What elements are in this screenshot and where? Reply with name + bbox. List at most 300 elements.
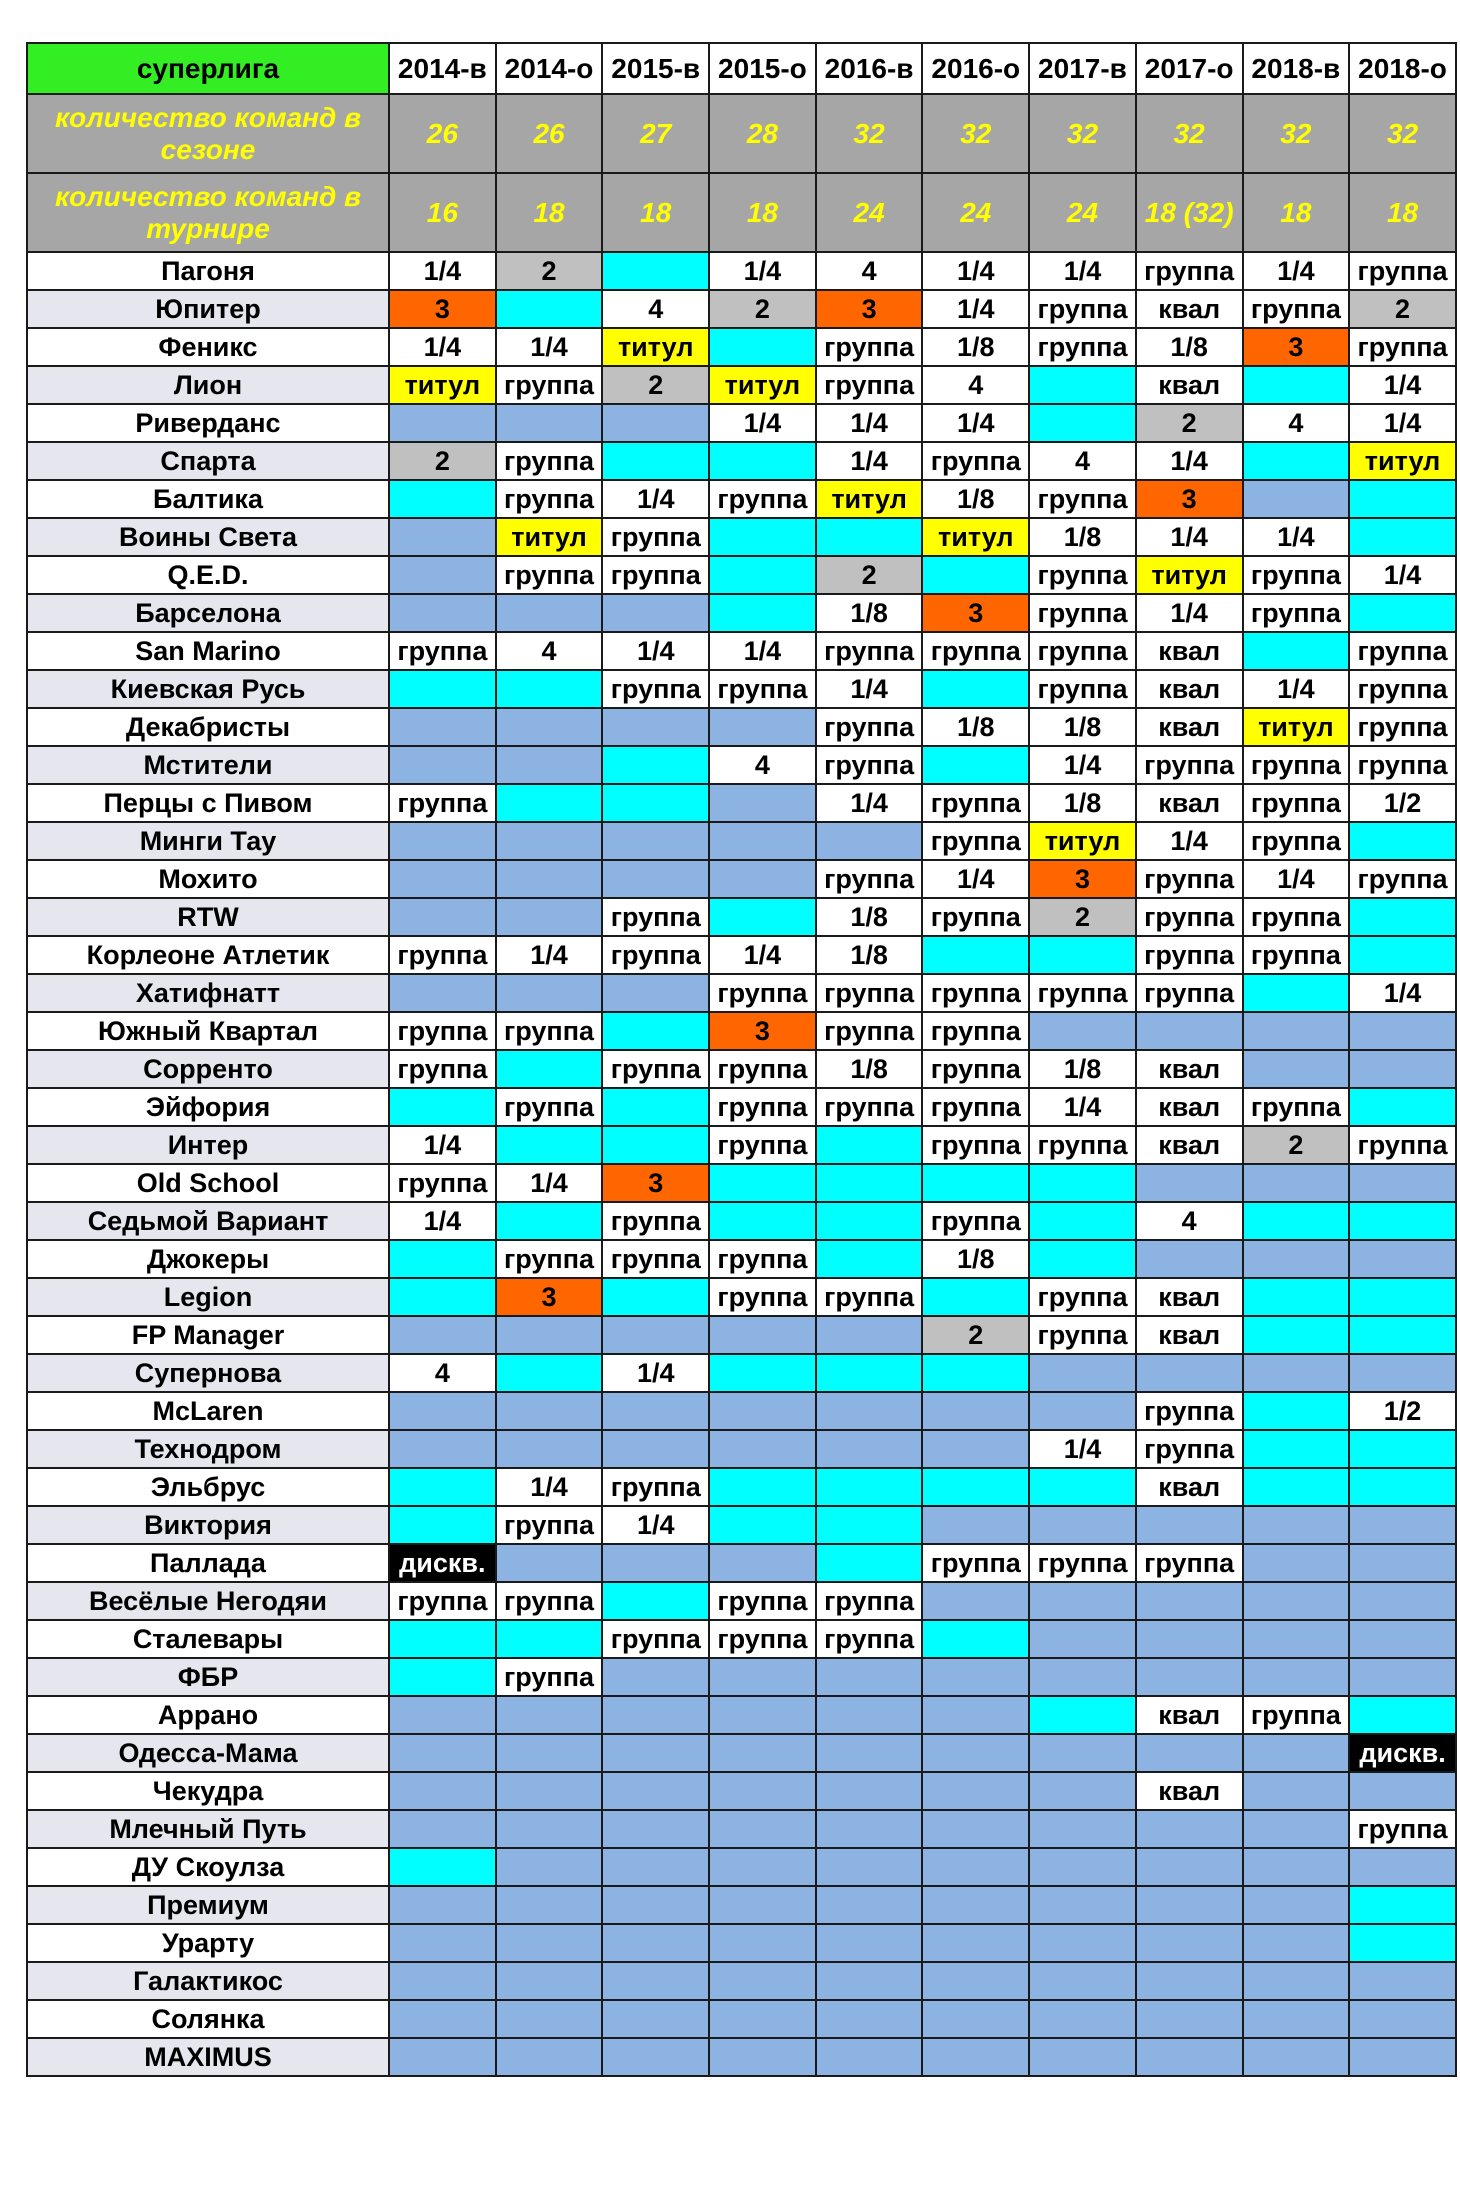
result-cell [709, 518, 816, 556]
team-row [27, 1012, 1456, 1050]
result-cell: группа [816, 1088, 923, 1126]
result-cell [602, 822, 709, 860]
result-cell: группа [496, 556, 603, 594]
result-cell [496, 2038, 603, 2076]
team-name: Весёлые Негодяи [27, 1582, 389, 1620]
result-cell: группа [1349, 1126, 1456, 1164]
result-cell [922, 1430, 1029, 1468]
result-cell [496, 1430, 603, 1468]
result-cell: группа [709, 1050, 816, 1088]
result-cell: группа [816, 632, 923, 670]
result-cell: 1/4 [389, 1126, 496, 1164]
result-cell [816, 1734, 923, 1772]
result-cell [1243, 974, 1350, 1012]
team-name: Джокеры [27, 1240, 389, 1278]
result-cell [709, 1354, 816, 1392]
result-cell [709, 1734, 816, 1772]
result-cell [816, 1848, 923, 1886]
result-cell [389, 898, 496, 936]
result-cell: группа [602, 1468, 709, 1506]
result-cell [602, 594, 709, 632]
result-cell: 4 [496, 632, 603, 670]
result-cell [496, 1354, 603, 1392]
team-row [27, 2000, 1456, 2038]
result-cell: квал [1136, 670, 1243, 708]
result-cell: группа [1029, 1316, 1136, 1354]
result-cell: группа [602, 1620, 709, 1658]
result-cell: группа [922, 974, 1029, 1012]
result-cell: группа [1349, 746, 1456, 784]
result-cell [389, 1430, 496, 1468]
team-name: Аррано [27, 1696, 389, 1734]
result-cell [1349, 1544, 1456, 1582]
result-cell [602, 442, 709, 480]
team-row [27, 328, 1456, 366]
season-header: 2015-о [709, 43, 816, 94]
result-cell: квал [1136, 784, 1243, 822]
result-cell [709, 1924, 816, 1962]
result-cell [1349, 2038, 1456, 2076]
result-cell [1243, 1392, 1350, 1430]
result-cell: квал [1136, 290, 1243, 328]
result-cell [389, 518, 496, 556]
result-cell: группа [496, 1088, 603, 1126]
result-cell [1136, 1962, 1243, 2000]
result-cell: 1/4 [1136, 594, 1243, 632]
result-cell [709, 2038, 816, 2076]
result-cell: группа [496, 1012, 603, 1050]
results-table-container [26, 42, 1457, 2077]
season-header: 2018-в [1243, 43, 1350, 94]
result-cell [1243, 1506, 1350, 1544]
result-cell: 3 [389, 290, 496, 328]
season-header: 2017-в [1029, 43, 1136, 94]
result-cell [496, 594, 603, 632]
result-cell [1029, 1886, 1136, 1924]
result-cell [602, 1088, 709, 1126]
result-cell: титул [1029, 822, 1136, 860]
stat-value: 18 [496, 173, 603, 252]
result-cell: 1/4 [1136, 442, 1243, 480]
result-cell: 1/4 [389, 252, 496, 290]
result-cell: группа [1029, 1544, 1136, 1582]
stat-value: 24 [922, 173, 1029, 252]
result-cell [1349, 1050, 1456, 1088]
team-name: Old School [27, 1164, 389, 1202]
result-cell [816, 2038, 923, 2076]
result-cell [602, 1848, 709, 1886]
result-cell [602, 784, 709, 822]
result-cell: группа [389, 1012, 496, 1050]
result-cell [1243, 1620, 1350, 1658]
season-header: 2017-о [1136, 43, 1243, 94]
team-name: FP Manager [27, 1316, 389, 1354]
result-cell: 1/2 [1349, 1392, 1456, 1430]
result-cell: 1/4 [1349, 556, 1456, 594]
result-cell [496, 898, 603, 936]
result-cell [1243, 1164, 1350, 1202]
result-cell [709, 898, 816, 936]
result-cell: квал [1136, 632, 1243, 670]
team-row [27, 252, 1456, 290]
result-cell: квал [1136, 1088, 1243, 1126]
result-cell: 2 [602, 366, 709, 404]
result-cell: 3 [922, 594, 1029, 632]
result-cell: группа [1136, 746, 1243, 784]
result-cell [1243, 366, 1350, 404]
result-cell [1349, 822, 1456, 860]
result-cell: 2 [709, 290, 816, 328]
result-cell: 1/4 [496, 936, 603, 974]
result-cell: квал [1136, 366, 1243, 404]
result-cell: группа [1349, 252, 1456, 290]
team-row [27, 1316, 1456, 1354]
result-cell [602, 1772, 709, 1810]
result-cell [389, 860, 496, 898]
result-cell [496, 974, 603, 1012]
teams-in-season-row [27, 94, 1456, 173]
result-cell [602, 1924, 709, 1962]
result-cell: 1/4 [1029, 1088, 1136, 1126]
result-cell: 1/4 [922, 252, 1029, 290]
result-cell [496, 1392, 603, 1430]
result-cell [922, 1810, 1029, 1848]
team-row [27, 366, 1456, 404]
result-cell: титул [602, 328, 709, 366]
team-row [27, 898, 1456, 936]
result-cell [709, 328, 816, 366]
team-row [27, 1088, 1456, 1126]
result-cell [1029, 2038, 1136, 2076]
result-cell: 1/4 [1349, 974, 1456, 1012]
team-row [27, 1468, 1456, 1506]
result-cell: титул [816, 480, 923, 518]
result-cell [1243, 2000, 1350, 2038]
result-cell [602, 1582, 709, 1620]
stat-value: 27 [602, 94, 709, 173]
team-name: Технодром [27, 1430, 389, 1468]
result-cell: 1/4 [816, 784, 923, 822]
result-cell [389, 1886, 496, 1924]
result-cell: 4 [1136, 1202, 1243, 1240]
result-cell: квал [1136, 1468, 1243, 1506]
result-cell: титул [1349, 442, 1456, 480]
result-cell [602, 1430, 709, 1468]
result-cell: 2 [496, 252, 603, 290]
result-cell [1349, 1886, 1456, 1924]
result-cell [709, 1506, 816, 1544]
result-cell: 2 [1349, 290, 1456, 328]
result-cell [1029, 1468, 1136, 1506]
result-cell: группа [1243, 1088, 1350, 1126]
team-name: Феникс [27, 328, 389, 366]
result-cell: группа [602, 936, 709, 974]
result-cell: группа [1136, 898, 1243, 936]
result-cell [1243, 1886, 1350, 1924]
result-cell: группа [816, 1278, 923, 1316]
result-cell: титул [389, 366, 496, 404]
result-cell [1349, 1468, 1456, 1506]
result-cell: 1/4 [816, 442, 923, 480]
team-row [27, 594, 1456, 632]
result-cell [389, 670, 496, 708]
result-cell [1136, 1240, 1243, 1278]
team-row [27, 480, 1456, 518]
team-name: San Marino [27, 632, 389, 670]
result-cell [1029, 1772, 1136, 1810]
result-cell: группа [389, 1050, 496, 1088]
result-cell: группа [709, 1240, 816, 1278]
result-cell: 1/4 [1243, 252, 1350, 290]
team-row [27, 1582, 1456, 1620]
result-cell: группа [1136, 1430, 1243, 1468]
result-cell [602, 1810, 709, 1848]
result-cell [709, 442, 816, 480]
team-name: Корлеоне Атлетик [27, 936, 389, 974]
result-cell [389, 594, 496, 632]
result-cell [1029, 1810, 1136, 1848]
result-cell: группа [816, 1012, 923, 1050]
stat-value: 28 [709, 94, 816, 173]
result-cell [922, 1506, 1029, 1544]
result-cell: группа [1136, 936, 1243, 974]
result-cell: группа [816, 708, 923, 746]
result-cell: 3 [602, 1164, 709, 1202]
result-cell [1243, 2038, 1350, 2076]
result-cell: группа [1029, 974, 1136, 1012]
team-name: Хатифнатт [27, 974, 389, 1012]
result-cell [1243, 1810, 1350, 1848]
result-cell: 2 [922, 1316, 1029, 1354]
result-cell: титул [709, 366, 816, 404]
result-cell: 4 [1029, 442, 1136, 480]
result-cell [1349, 1658, 1456, 1696]
result-cell [602, 1278, 709, 1316]
result-cell [602, 2000, 709, 2038]
result-cell [389, 2038, 496, 2076]
result-cell [602, 1696, 709, 1734]
team-row [27, 708, 1456, 746]
result-cell [389, 1278, 496, 1316]
stat-value: 18 [1349, 173, 1456, 252]
team-name: Декабристы [27, 708, 389, 746]
result-cell [1029, 404, 1136, 442]
result-cell [496, 1734, 603, 1772]
result-cell [922, 1354, 1029, 1392]
result-cell [1349, 1772, 1456, 1810]
result-cell: группа [602, 670, 709, 708]
result-cell [709, 860, 816, 898]
result-cell: 1/8 [922, 708, 1029, 746]
result-cell: 1/8 [1029, 708, 1136, 746]
result-cell [389, 1240, 496, 1278]
result-cell: группа [1029, 1126, 1136, 1164]
result-cell [709, 1772, 816, 1810]
result-cell [496, 708, 603, 746]
team-row [27, 1810, 1456, 1848]
team-row [27, 1544, 1456, 1582]
team-row [27, 1240, 1456, 1278]
result-cell [709, 1202, 816, 1240]
result-cell [1136, 2038, 1243, 2076]
result-cell: 2 [1029, 898, 1136, 936]
result-cell: 4 [922, 366, 1029, 404]
result-cell: группа [922, 1050, 1029, 1088]
result-cell: 2 [1243, 1126, 1350, 1164]
result-cell: 1/4 [922, 860, 1029, 898]
result-cell [709, 594, 816, 632]
result-cell: квал [1136, 1126, 1243, 1164]
result-cell [1136, 1620, 1243, 1658]
result-cell [1029, 1962, 1136, 2000]
result-cell [389, 480, 496, 518]
team-name: Минги Тау [27, 822, 389, 860]
team-row [27, 974, 1456, 1012]
result-cell: 1/4 [496, 1468, 603, 1506]
result-cell [389, 746, 496, 784]
result-cell: группа [1243, 746, 1350, 784]
result-cell [389, 1506, 496, 1544]
result-cell [1029, 1354, 1136, 1392]
team-row [27, 860, 1456, 898]
result-cell [1243, 1278, 1350, 1316]
result-cell [1349, 1202, 1456, 1240]
result-cell [1029, 1240, 1136, 1278]
result-cell [602, 746, 709, 784]
result-cell: 2 [1136, 404, 1243, 442]
result-cell: группа [602, 1202, 709, 1240]
team-row [27, 518, 1456, 556]
team-name: Паллада [27, 1544, 389, 1582]
team-name: Южный Квартал [27, 1012, 389, 1050]
result-cell: группа [1243, 784, 1350, 822]
result-cell: группа [922, 822, 1029, 860]
result-cell: группа [816, 366, 923, 404]
result-cell [709, 1810, 816, 1848]
result-cell [1029, 1734, 1136, 1772]
result-cell [602, 860, 709, 898]
result-cell [709, 556, 816, 594]
result-cell: 3 [1136, 480, 1243, 518]
result-cell [1349, 936, 1456, 974]
result-cell: квал [1136, 1696, 1243, 1734]
result-cell: группа [922, 1088, 1029, 1126]
result-cell [816, 1658, 923, 1696]
result-cell [1243, 480, 1350, 518]
result-cell [922, 2000, 1029, 2038]
result-cell: дискв. [1349, 1734, 1456, 1772]
team-row [27, 1924, 1456, 1962]
result-cell: 1/4 [1029, 746, 1136, 784]
result-cell [1029, 1924, 1136, 1962]
team-row [27, 822, 1456, 860]
result-cell [602, 1012, 709, 1050]
result-cell [816, 1430, 923, 1468]
result-cell: группа [816, 746, 923, 784]
result-cell: группа [1349, 1810, 1456, 1848]
result-cell: группа [496, 1582, 603, 1620]
stat-label: количество команд в сезоне [27, 94, 389, 173]
team-row [27, 1696, 1456, 1734]
result-cell [709, 1658, 816, 1696]
result-cell [709, 1544, 816, 1582]
result-cell [1029, 366, 1136, 404]
result-cell: группа [922, 1012, 1029, 1050]
result-cell: 1/2 [1349, 784, 1456, 822]
result-cell [1349, 1240, 1456, 1278]
result-cell [709, 1316, 816, 1354]
result-cell: 3 [816, 290, 923, 328]
result-cell: 4 [816, 252, 923, 290]
result-cell [922, 1696, 1029, 1734]
result-cell: 1/8 [816, 936, 923, 974]
team-row [27, 1886, 1456, 1924]
result-cell: группа [1136, 252, 1243, 290]
result-cell [816, 1164, 923, 1202]
result-cell [496, 1810, 603, 1848]
team-name: Эльбрус [27, 1468, 389, 1506]
result-cell [922, 1392, 1029, 1430]
result-cell [1349, 594, 1456, 632]
result-cell [816, 822, 923, 860]
result-cell: 1/8 [1136, 328, 1243, 366]
result-cell [1243, 1658, 1350, 1696]
result-cell: 1/4 [1243, 670, 1350, 708]
team-name: Сталевары [27, 1620, 389, 1658]
result-cell [496, 404, 603, 442]
result-cell: группа [1243, 594, 1350, 632]
result-cell: 1/4 [709, 404, 816, 442]
result-cell: группа [816, 860, 923, 898]
result-cell [1029, 1012, 1136, 1050]
team-row [27, 1392, 1456, 1430]
result-cell [496, 1620, 603, 1658]
result-cell [602, 708, 709, 746]
team-row [27, 1734, 1456, 1772]
result-cell: титул [1136, 556, 1243, 594]
result-cell [1349, 1506, 1456, 1544]
team-name: ФБР [27, 1658, 389, 1696]
result-cell [496, 746, 603, 784]
result-cell [816, 1202, 923, 1240]
result-cell [389, 1088, 496, 1126]
result-cell: 1/4 [602, 1506, 709, 1544]
result-cell [496, 1050, 603, 1088]
result-cell [1243, 1582, 1350, 1620]
result-cell: группа [389, 784, 496, 822]
result-cell: группа [1029, 1278, 1136, 1316]
result-cell [816, 1924, 923, 1962]
season-header: 2015-в [602, 43, 709, 94]
stat-value: 32 [922, 94, 1029, 173]
stat-value: 18 [1243, 173, 1350, 252]
result-cell [816, 1544, 923, 1582]
result-cell [1029, 1696, 1136, 1734]
result-cell: группа [1349, 670, 1456, 708]
result-cell: группа [1243, 822, 1350, 860]
result-cell [1136, 1924, 1243, 1962]
stat-value: 24 [1029, 173, 1136, 252]
result-cell [922, 1278, 1029, 1316]
result-cell [602, 1544, 709, 1582]
result-cell: группа [1136, 974, 1243, 1012]
team-name: Балтика [27, 480, 389, 518]
result-cell [1136, 1164, 1243, 1202]
result-cell: 1/8 [1029, 518, 1136, 556]
result-cell [709, 2000, 816, 2038]
result-cell: группа [1243, 290, 1350, 328]
result-cell [496, 1924, 603, 1962]
